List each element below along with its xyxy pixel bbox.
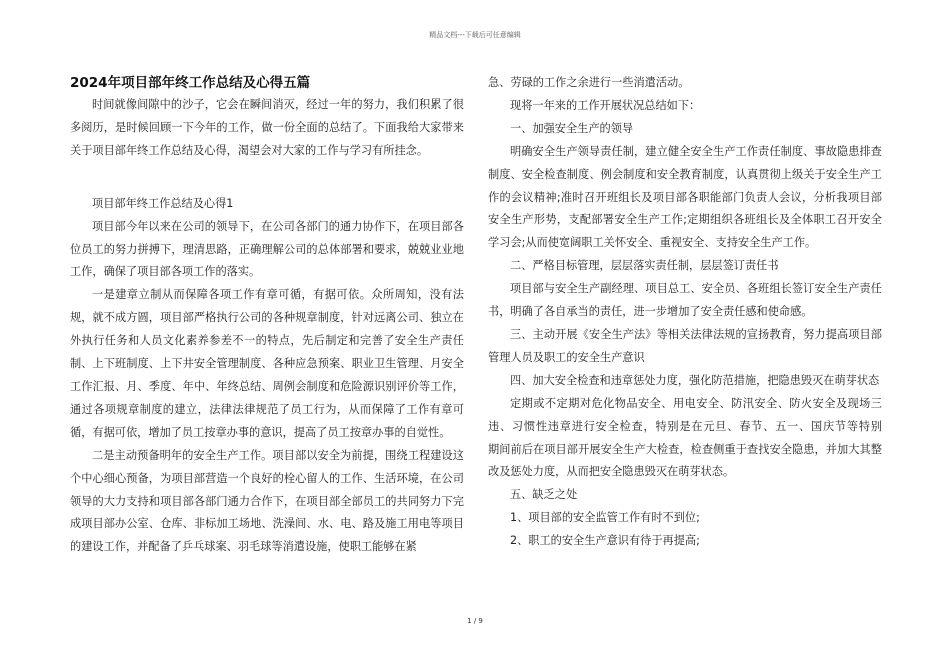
right-column: [488, 72, 905, 553]
paragraph-gap: [70, 163, 464, 193]
intro-paragraph: 时间就像间隙中的沙子，它会在瞬间消灭，经过一年的努力，我们积累了很多阅历，是时候回顾一下今年的工作，做一份全面的总结了。下面我给大家带来关于项目部年终工作总结及心得，渴望会对大家的工作与学习有所挂念。: [70, 98, 464, 157]
left-column: [70, 72, 464, 559]
list-heading: 三、主动开展《安全生产法》等相关法律法规的宣扬教育，努力提高项目部管理人员及职工的安全生产意识: [488, 327, 882, 364]
body-paragraph: 二是主动预备明年的安全生产工作。项目部以安全为前提，围绕工程建设这个中心细心预备，为项目部营造一个良好的栓心留人的工作、生活环境，在公司领导的大力支持和项目部各部门通力合作下，在项目部全部员工的共同努力下完成项目部办公室、仓库、非标加工场地、洗澡间、水、电、路及施工用电等项目的建设工作，并配备了乒乓球案、羽毛球等消遣设施，使职工能够在紧: [70, 448, 464, 554]
body-paragraph: 明确安全生产领导责任制，建立健全安全生产工作责任制度、事故隐患排查制度、安全检查制度、例会制度和安全教育制度，认真贯彻上级关于安全生产工作的会议精神;准时召开班组长及项目部各职能部门负责人会议，分析我项目部安全生产形势，支配部署安全生产工作;定期组织各班组长及全体职工召开安全学习会;从而使宽阔职工关怀安全、重视安全、支持安全生产工作。: [488, 144, 882, 250]
document-title: 2024年项目部年终工作总结及心得五篇: [70, 75, 311, 91]
section-heading-1: 项目部年终工作总结及心得1: [92, 196, 234, 210]
page-number: 1 / 9: [467, 617, 483, 625]
body-paragraph-continued: 急、劳碌的工作之余进行一些消遣活动。: [488, 76, 690, 89]
list-heading: 二、严格目标管理，层层落实责任制，层层签订责任书: [510, 259, 779, 273]
list-heading: 五、缺乏之处: [510, 488, 578, 502]
body-paragraph: 项目部与安全生产副经理、项目总工、安全员、各班组长签订安全生产责任书，明确了各自承当的责任，进一步增加了安全责任感和使命感。: [488, 282, 882, 319]
list-heading: 一、加强安全生产的领导: [510, 121, 634, 135]
page-header-note: 精品文档---下载后可任意编辑: [429, 31, 521, 39]
list-item: 2、职工的安全生产意识有待于再提高;: [510, 534, 700, 548]
body-paragraph: 定期或不定期对危化物品安全、用电安全、防汛安全、防火安全及现场三违、习惯性违章进行安全检查，特别是在元旦、春节、五一、国庆节等特别 期间前后在项目部开展安全生产大检查，检查侧重于查找安全隐患，并加大其整改及惩处力度，从而把安全隐患毁灭在萌芽状态。: [488, 396, 905, 479]
body-paragraph: 项目部今年以来在公司的领导下，在公司各部门的通力协作下，在项目部各位员工的努力拼搏下，理清思路，正确理解公司的总体部署和要求，兢兢业业地工作，确保了项目部各项工作的落实。: [70, 219, 464, 279]
list-item: 1、项目部的安全监管工作有时不到位;: [510, 511, 700, 525]
body-paragraph: 一是建章立制从而保障各项工作有章可循，有据可依。众所周知，没有法规，就不成方圆，项目部严格执行公司的各种规章制度，针对远离公司、独立在外执行任务和人员文化素养参差不一的特点，先后制定和完善了安全生产责任制、上下班制度、上下井安全管理制度、各种应急预案、职业卫生管理、月安全工作汇报、月、季度、年中、年终总结、周例会制度和危险源识别评价等工作，通过各项规章制度的建立，法律法律规范了员工行为，从而保障了工作有章可循，有据可依，增加了员工按章办事的意识，提高了员工按章办事的自觉性。: [70, 288, 464, 439]
body-paragraph: 现将一年来的工作开展状况总结如下：: [510, 98, 701, 112]
list-heading: 四、加大安全检查和违章惩处力度，强化防范措施，把隐患毁灭在萌芽状态: [510, 373, 880, 387]
